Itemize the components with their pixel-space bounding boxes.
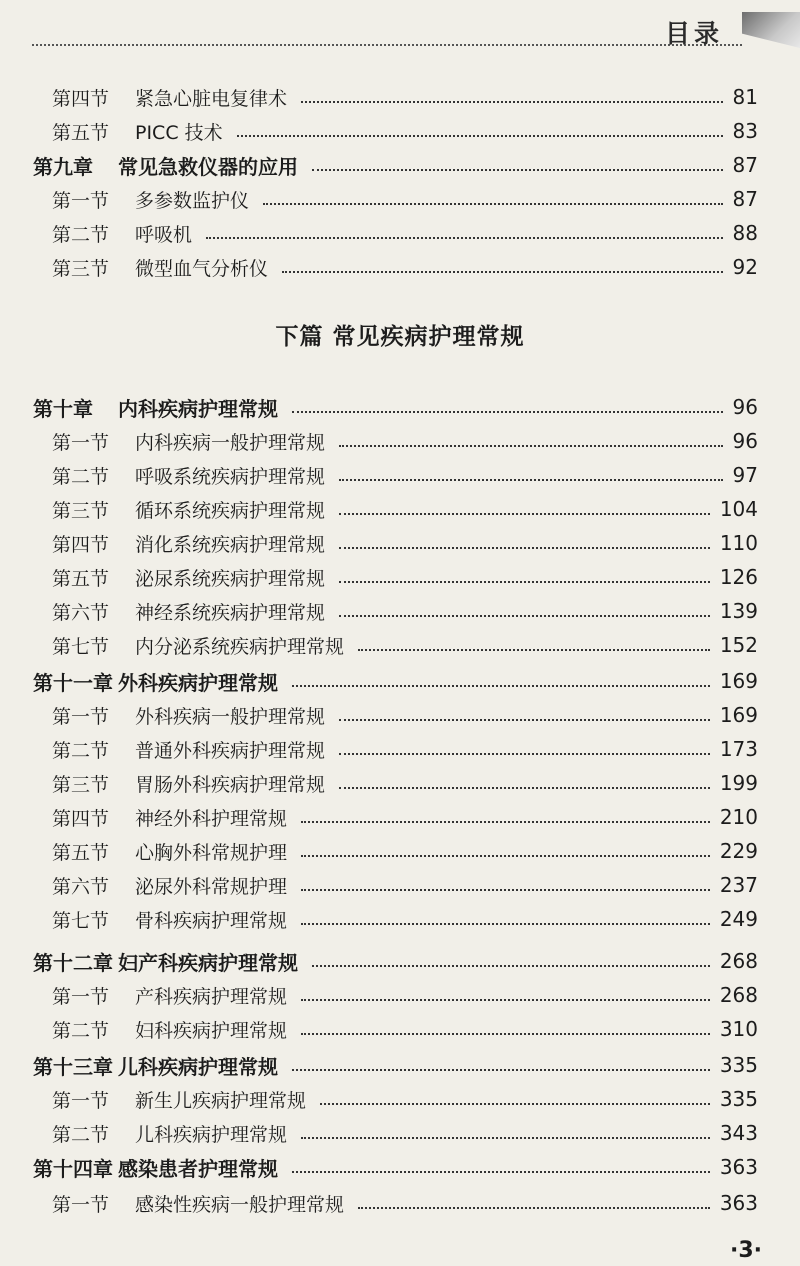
toc-entry-page: 210 — [719, 805, 758, 829]
toc-entry-title: 泌尿外科常规护理 — [135, 875, 288, 898]
toc-chapter-row — [0, 1150, 800, 1184]
toc-entry-page: 237 — [719, 873, 758, 897]
toc-section-row — [0, 766, 800, 800]
toc-entry-title: 普通外科疾病护理常规 — [135, 739, 326, 762]
toc-section-row — [0, 868, 800, 902]
toc-entry-title: 呼吸机 — [135, 223, 193, 246]
toc-section-row — [0, 834, 800, 868]
toc-leader-dots — [339, 787, 710, 789]
toc-section-row — [0, 1186, 800, 1220]
toc-entry-label: 第六节 — [52, 601, 110, 624]
toc-entry-label: 第四节 — [52, 87, 110, 110]
toc-leader-dots — [292, 1069, 710, 1071]
toc-leader-dots — [301, 999, 710, 1001]
toc-chapter-row — [0, 944, 800, 978]
toc-section-row — [0, 628, 800, 662]
toc-entry-label: 第十一章 — [33, 670, 113, 695]
toc-entry-label: 第一节 — [52, 985, 110, 1008]
toc-leader-dots — [339, 513, 710, 515]
toc-leader-dots — [301, 821, 710, 823]
toc-entry-page: 229 — [719, 839, 758, 863]
toc-entry-title: 儿科疾病护理常规 — [135, 1123, 288, 1146]
toc-section-row — [0, 902, 800, 936]
toc-entry-page: 363 — [719, 1155, 758, 1179]
toc-entry-title: 外科疾病一般护理常规 — [135, 705, 326, 728]
toc-leader-dots — [312, 965, 710, 967]
toc-entry-label: 第二节 — [52, 1019, 110, 1042]
toc-section-row — [0, 526, 800, 560]
toc-section-row — [0, 1116, 800, 1150]
toc-entry-title: 内科疾病一般护理常规 — [135, 431, 326, 454]
toc-entry-title: 骨科疾病护理常规 — [135, 909, 288, 932]
toc-entry-title: 感染患者护理常规 — [118, 1156, 278, 1181]
toc-leader-dots — [301, 889, 710, 891]
toc-leader-dots — [301, 1137, 710, 1139]
toc-chapter-row — [0, 1048, 800, 1082]
toc-entry-page: 96 — [732, 429, 758, 453]
toc-entry-page: 92 — [732, 255, 758, 279]
toc-entry-label: 第二节 — [52, 223, 110, 246]
toc-entry-label: 第四节 — [52, 533, 110, 556]
toc-entry-title: 儿科疾病护理常规 — [118, 1054, 278, 1079]
toc-entry-page: 335 — [719, 1053, 758, 1077]
toc-leader-dots — [292, 685, 710, 687]
header-title: 目录 — [665, 19, 724, 48]
toc-section-row — [0, 492, 800, 526]
toc-entry-title: 妇科疾病护理常规 — [135, 1019, 288, 1042]
toc-entry-page: 363 — [719, 1191, 758, 1215]
toc-entry-page: 249 — [719, 907, 758, 931]
toc-leader-dots — [301, 855, 710, 857]
toc-entry-title: 消化系统疾病护理常规 — [135, 533, 326, 556]
toc-entry-label: 第一节 — [52, 705, 110, 728]
toc-entry-page: 335 — [719, 1087, 758, 1111]
toc-entry-title: 多参数监护仪 — [135, 189, 250, 212]
toc-leader-dots — [301, 101, 723, 103]
toc-entry-title: 神经系统疾病护理常规 — [135, 601, 326, 624]
toc-entry-page: 152 — [719, 633, 758, 657]
toc-entry-label: 第五节 — [52, 567, 110, 590]
toc-entry-page: 126 — [719, 565, 758, 589]
toc-leader-dots — [320, 1103, 710, 1105]
toc-leader-dots — [339, 479, 723, 481]
toc-entry-label: 第五节 — [52, 121, 110, 144]
toc-chapter-row — [0, 148, 800, 182]
toc-section-row — [0, 424, 800, 458]
toc-section-row — [0, 182, 800, 216]
toc-section-row — [0, 594, 800, 628]
toc-entry-page: 199 — [719, 771, 758, 795]
toc-chapter-row — [0, 664, 800, 698]
toc-entry-page: 87 — [732, 153, 758, 177]
toc-entry-title: 紧急心脏电复律术 — [135, 87, 288, 110]
toc-entry-page: 169 — [719, 703, 758, 727]
toc-section-row — [0, 80, 800, 114]
toc-entry-label: 第三节 — [52, 499, 110, 522]
toc-section-row — [0, 250, 800, 284]
toc-entry-label: 第三节 — [52, 773, 110, 796]
toc-entry-title: 泌尿系统疾病护理常规 — [135, 567, 326, 590]
toc-entry-label: 第四节 — [52, 807, 110, 830]
toc-entry-title: 妇产科疾病护理常规 — [118, 950, 298, 975]
toc-leader-dots — [263, 203, 723, 205]
toc-entry-page: 169 — [719, 669, 758, 693]
toc-section-row — [0, 114, 800, 148]
toc-entry-page: 87 — [732, 187, 758, 211]
toc-section-row — [0, 698, 800, 732]
toc-entry-page: 81 — [732, 85, 758, 109]
toc-entry-title: 感染性疾病一般护理常规 — [135, 1193, 345, 1216]
toc-entry-page: 110 — [719, 531, 758, 555]
toc-leader-dots — [292, 411, 723, 413]
toc-leader-dots — [339, 547, 710, 549]
toc-section-row — [0, 560, 800, 594]
toc-leader-dots — [339, 719, 710, 721]
toc-entry-page: 173 — [719, 737, 758, 761]
toc-entry-title: 呼吸系统疾病护理常规 — [135, 465, 326, 488]
toc-entry-label: 第二节 — [52, 739, 110, 762]
toc-entry-page: 96 — [732, 395, 758, 419]
toc-entry-label: 第一节 — [52, 1193, 110, 1216]
toc-entry-title: 胃肠外科疾病护理常规 — [135, 773, 326, 796]
toc-entry-title: 心胸外科常规护理 — [135, 841, 288, 864]
toc-entry-page: 268 — [719, 983, 758, 1007]
toc-entry-title: 新生儿疾病护理常规 — [135, 1089, 307, 1112]
toc-entry-label: 第十三章 — [33, 1054, 113, 1079]
toc-entry-label: 第五节 — [52, 841, 110, 864]
toc-section-row — [0, 216, 800, 250]
toc-entry-label: 第九章 — [33, 154, 93, 179]
toc-entry-label: 第二节 — [52, 465, 110, 488]
toc-leader-dots — [339, 753, 710, 755]
toc-entry-label: 第二节 — [52, 1123, 110, 1146]
toc-leader-dots — [312, 169, 723, 171]
toc-section-row — [0, 458, 800, 492]
toc-entry-page: 139 — [719, 599, 758, 623]
toc-leader-dots — [358, 1207, 710, 1209]
toc-entry-page: 104 — [719, 497, 758, 521]
toc-entry-label: 第一节 — [52, 189, 110, 212]
toc-entry-label: 第三节 — [52, 257, 110, 280]
toc-leader-dots — [237, 135, 723, 137]
toc-entry-page: 97 — [732, 463, 758, 487]
toc-section-row — [0, 1012, 800, 1046]
part-title: 下篇 常见疾病护理常规 — [275, 324, 525, 350]
toc-entry-label: 第一节 — [52, 431, 110, 454]
toc-section-row — [0, 1082, 800, 1116]
toc-entry-label: 第十四章 — [33, 1156, 113, 1181]
toc-entry-label: 第十二章 — [33, 950, 113, 975]
toc-entry-title: 内科疾病护理常规 — [118, 396, 278, 421]
toc-chapter-row — [0, 390, 800, 424]
toc-entry-label: 第七节 — [52, 909, 110, 932]
toc-section-row — [0, 800, 800, 834]
toc-entry-label: 第六节 — [52, 875, 110, 898]
page-number: ·3· — [729, 1238, 762, 1263]
toc-entry-title: 产科疾病护理常规 — [135, 985, 288, 1008]
toc-entry-title: 微型血气分析仪 — [135, 257, 269, 280]
toc-leader-dots — [292, 1171, 710, 1173]
toc-section-row — [0, 978, 800, 1012]
toc-leader-dots — [339, 615, 710, 617]
toc-leader-dots — [206, 237, 723, 239]
toc-entry-title: 循环系统疾病护理常规 — [135, 499, 326, 522]
toc-leader-dots — [282, 271, 723, 273]
toc-entry-title: 外科疾病护理常规 — [118, 670, 278, 695]
toc-entry-label: 第十章 — [33, 396, 93, 421]
toc-section-row — [0, 732, 800, 766]
toc-leader-dots — [301, 923, 710, 925]
toc-entry-title: 常见急救仪器的应用 — [118, 154, 298, 179]
toc-leader-dots — [301, 1033, 710, 1035]
toc-entry-page: 88 — [732, 221, 758, 245]
toc-entry-title: 内分泌系统疾病护理常规 — [135, 635, 345, 658]
toc-entry-label: 第一节 — [52, 1089, 110, 1112]
toc-entry-page: 268 — [719, 949, 758, 973]
toc-leader-dots — [339, 581, 710, 583]
toc-leader-dots — [358, 649, 710, 651]
toc-entry-title: PICC 技术 — [135, 121, 223, 144]
toc-entry-page: 83 — [732, 119, 758, 143]
toc-entry-label: 第七节 — [52, 635, 110, 658]
toc-entry-page: 343 — [719, 1121, 758, 1145]
toc-entry-title: 神经外科护理常规 — [135, 807, 288, 830]
toc-entry-page: 310 — [719, 1017, 758, 1041]
toc-leader-dots — [339, 445, 723, 447]
